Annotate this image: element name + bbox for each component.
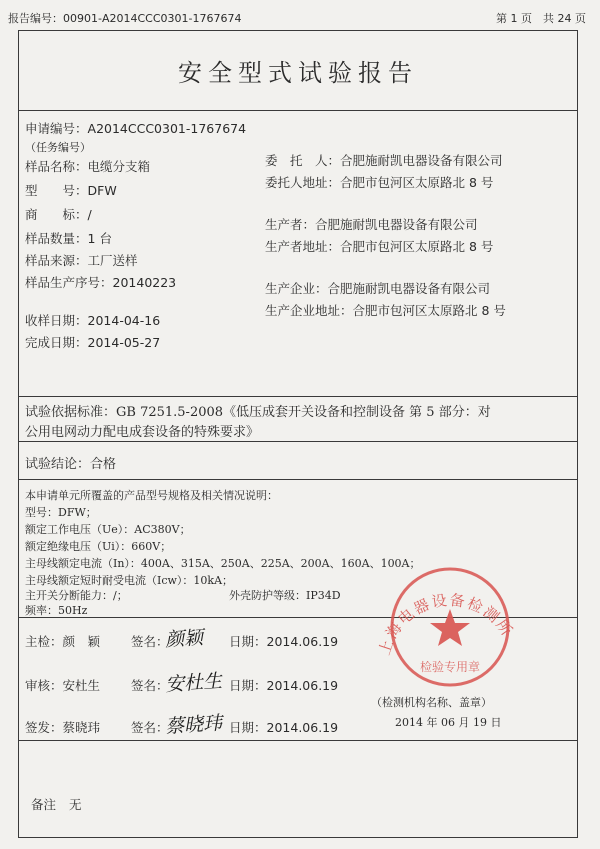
approver-role: 签发：蔡晓玮 (25, 720, 101, 735)
client-value: 合肥施耐凯电器设备有限公司 (340, 153, 503, 168)
trademark-label: 商 标： (25, 207, 88, 222)
client-address-value: 合肥市包河区太原路北 8 号 (340, 175, 494, 190)
sample-name-label: 样品名称： (25, 159, 88, 174)
test-basis-line1: 试验依据标准：GB 7251.5-2008《低压成套开关设备和控制设备 第 5 部分：对 (25, 405, 491, 420)
report-header (8, 10, 592, 26)
trademark-value: / (87, 207, 92, 222)
conclusion-section (19, 442, 577, 480)
scope-breaking-capacity: 主开关分断能力：/； (25, 589, 128, 602)
factory-value: 合肥施耐凯电器设备有限公司 (327, 281, 491, 296)
inspector-date (229, 632, 338, 650)
serial-value: 20140223 (112, 275, 177, 290)
seal-star-icon (430, 609, 470, 646)
remark-section (19, 740, 577, 837)
sample-name-value: 电缆分支箱 (87, 159, 151, 174)
sample-name (25, 157, 150, 175)
scope-heading: 本申请单元所覆盖的产品型号规格及相关情况说明： (25, 489, 278, 502)
seal-org-text: 上海电器设备检测所 (375, 590, 517, 658)
report-number: 报告编号：00901-A2014CCC0301-1767674 (8, 12, 242, 25)
stamp-date: 2014 年 06 月 19 日 (395, 716, 502, 729)
report-frame (18, 30, 578, 838)
reviewer-date (229, 676, 338, 694)
sample-quantity (25, 229, 112, 247)
remark-value: 无 (69, 797, 82, 812)
completed-date (25, 333, 160, 351)
test-basis-section (19, 397, 577, 442)
reviewer-role: 审核：安杜生 (25, 678, 101, 693)
scope-short-time-current: 主母线额定短时耐受电流（Icw）：10kA； (25, 574, 234, 587)
remark-label: 备注 (31, 797, 57, 812)
serial-label: 样品生产序号： (25, 275, 113, 290)
info-section (19, 111, 577, 397)
inspection-seal (360, 565, 540, 691)
trademark (25, 205, 92, 223)
scope-rated-voltage: 额定工作电压（Ue）：AC380V； (25, 523, 191, 536)
reviewer-date-value: 2014.06.19 (266, 678, 339, 693)
scope-insulation-voltage: 额定绝缘电压（Ui）：660V； (25, 540, 172, 553)
qty-label: 样品数量： (25, 231, 88, 246)
producer (265, 215, 478, 233)
reviewer-date-label: 日期： (229, 678, 267, 693)
inspector-signature: 颜颖 (164, 626, 204, 652)
producer-address-value: 合肥市包河区太原路北 8 号 (340, 239, 494, 254)
source-label: 样品来源： (25, 253, 88, 268)
page-title: 安全型式试验报告 (178, 59, 418, 87)
received-label: 收样日期： (25, 313, 88, 328)
source-value: 工厂送样 (87, 253, 138, 268)
client-address (265, 173, 493, 191)
received-value: 2014-04-16 (87, 313, 161, 328)
reviewer-sign-label: 签名： (131, 678, 169, 693)
test-conclusion: 试验结论：合格 (25, 457, 117, 472)
inspector-date-value: 2014.06.19 (266, 634, 339, 649)
factory-address-label: 生产企业地址： (265, 303, 353, 318)
model-value: DFW (87, 183, 117, 198)
app-no-label: 申请编号： (25, 121, 88, 136)
inspector-date-label: 日期： (229, 634, 267, 649)
client-address-label: 委托人地址： (265, 175, 341, 190)
client-label: 委 托 人： (265, 153, 341, 168)
factory-label: 生产企业： (265, 281, 328, 296)
factory-address (265, 301, 506, 319)
approver-date-label: 日期： (229, 720, 267, 735)
received-date (25, 311, 160, 329)
page-number: 第 1 页 共 24 页 (496, 12, 586, 25)
client (265, 151, 503, 169)
factory (265, 279, 490, 297)
completed-value: 2014-05-27 (87, 335, 161, 350)
producer-label: 生产者： (265, 217, 316, 232)
scope-ip-rating: 外壳防护等级：IP34D (229, 589, 341, 602)
producer-address (265, 237, 493, 255)
approver-date (229, 718, 338, 736)
sample-source (25, 251, 138, 269)
scope-model: 型号：DFW； (25, 506, 97, 519)
approver-date-value: 2014.06.19 (266, 720, 339, 735)
approver-sign-label: 签名： (131, 720, 169, 735)
app-no-value: A2014CCC0301-1767674 (87, 121, 247, 136)
stamp-note: （检测机构名称、盖章） (371, 696, 492, 709)
seal-overlay-text: 检验专用章 (419, 660, 481, 674)
model (25, 181, 117, 199)
producer-address-label: 生产者地址： (265, 239, 341, 254)
scope-rated-current: 主母线额定电流（In）：400A、315A、250A、225A、200A、160A、100A； (25, 557, 421, 570)
reviewer-signature: 安杜生 (164, 670, 223, 696)
approver-signature: 蔡晓玮 (164, 712, 223, 738)
producer-value: 合肥施耐凯电器设备有限公司 (315, 217, 478, 232)
completed-label: 完成日期： (25, 335, 88, 350)
inspector-sign-label: 签名： (131, 634, 169, 649)
factory-address-value: 合肥市包河区太原路北 8 号 (352, 303, 506, 318)
sample-serial (25, 273, 176, 291)
title-row (19, 31, 577, 111)
application-number (25, 119, 246, 137)
test-basis-line2: 公用电网动力配电成套设备的特殊要求》 (25, 425, 260, 440)
scope-frequency: 频率：50Hz (25, 604, 88, 617)
model-label: 型 号： (25, 183, 88, 198)
task-number-label: （任务编号） (25, 141, 91, 154)
qty-value: 1 台 (87, 231, 112, 246)
inspector-role: 主检：颜 颖 (25, 634, 101, 649)
